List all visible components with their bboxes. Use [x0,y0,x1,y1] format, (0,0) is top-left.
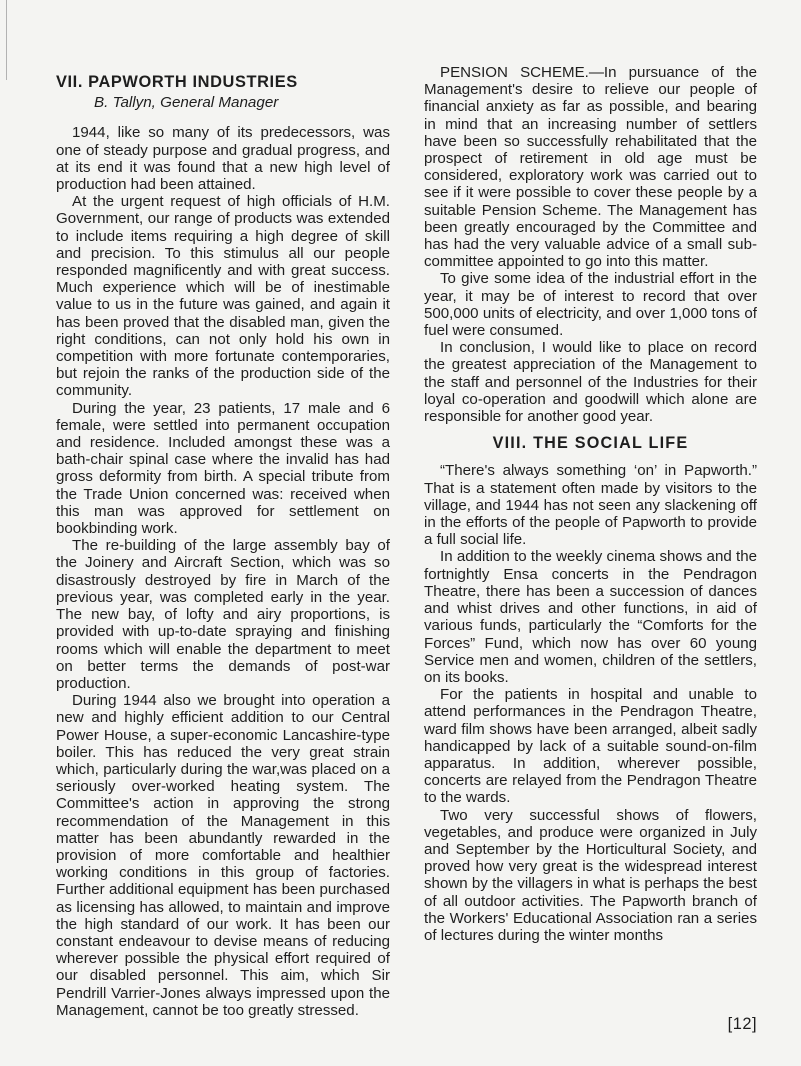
industries-paragraph-8: In conclusion, I would like to place on record the greatest appreciation of the Management to the staff and personnel of the Industries for their loyal co-operation and goodwill which alone are responsible for another good year. [424,339,757,426]
page-edge-mark [0,0,7,80]
section-byline: B. Tallyn, General Manager [94,94,279,112]
section-title-papworth-industries: VII. PAPWORTH INDUSTRIES [56,73,298,91]
right-column [424,64,757,944]
page-number: [12] [727,1015,757,1033]
left-column [56,64,390,1019]
social-paragraph-3: For the patients in hospital and unable to attend performances in the Pendragon Theatre, ward film shows have been arranged, albeit sadly handicapped by lack of a suitable sound-on-film apparatus. In addition, wherever possible, concerts are relayed from the Pendragon Theatre to the wards. [424,686,757,807]
social-paragraph-4: Two very successful shows of flowers, vegetables, and produce were organized in July and September by the Horticultural Society, and proved how very great is the widespread interest shown by the villagers in what is perhaps the best of all outdoor activities. The Papworth branch of the Workers' Educational Association ran a series of lectures during the winter months [424,806,757,944]
industries-paragraph-1: 1944, like so many of its predecessors, was one of steady purpose and gradual progress, and at its end it was found that a new high level of production had been attained. [56,124,390,194]
industries-paragraph-6: PENSION SCHEME.—In pursuance of the Management's desire to relieve our people of financial anxiety as far as possible, and bearing in mind that an increasing number of settlers have been so successfully rehabilitated that the prospect of retirement in old age must be considered, exploratory work was carried out to see if it were possible to cover these people by a suitable Pension Scheme. The Management has been greatly encouraged by the Committee and has had the very valuable advice of a small sub-committee appointed to go into this matter. [424,64,757,271]
social-paragraph-1: “There's always something ‘on’ in Papworth.” That is a statement often made by visitors to the village, and 1944 has not seen any slackening off in the efforts of the people of Papworth to provide a full social life. [424,462,757,549]
section-title-social-life: VIII. THE SOCIAL LIFE [492,434,689,453]
industries-paragraph-2: At the urgent request of high officials of H.M. Government, our range of products was extended to include items requiring a high degree of skill and precision. To this stimulus all our people responded magnificently and with great success. Much experience which will be of inestimable value to us in the future was gained, and again it has been proved that the disabled man, given the right conditions, can not only hold his own in competition with more fortunate contemporaries, but rejoin the ranks of the production side of the community. [56,193,390,400]
social-paragraph-2: In addition to the weekly cinema shows and the fortnightly Ensa concerts in the Pendragon Theatre, there has been a succession of dances and whist drives and other functions, in aid of various funds, particularly the “Comforts for the Forces” Fund, which now has over 60 young Service men and women, children of the settlers, on its books. [424,548,757,686]
industries-paragraph-7: To give some idea of the industrial effort in the year, it may be of interest to record that over 500,000 units of electricity, and over 1,000 tons of fuel were consumed. [424,270,757,340]
industries-paragraph-3: During the year, 23 patients, 17 male and 6 female, were settled into permanent occupation and residence. Included amongst these was a bath-chair spinal case where the invalid has had gross deformity from birth. A special tribute from the Trade Union concerned was: received when this man was approved for settlement on bookbinding work. [56,399,390,538]
industries-paragraph-4: The re-building of the large assembly bay of the Joinery and Aircraft Section, which was so disastrously destroyed by fire in March of the previous year, was completed early in the year. The new bay, of lofty and airy proportions, is provided with up-to-date spraying and finishing rooms which will enable the department to meet on better terms the demands of post-war production. [56,537,390,692]
industries-paragraph-5: During 1944 also we brought into operation a new and highly efficient addition to our Central Power House, a super-economic Lancashire-type boiler. This has reduced the very great strain which, particularly during the war,was placed on a seriously over-worked heating system. The Committee's action in approving the strong recommendation of the Management in this matter has been abundantly rewarded in the provision of more comfortable and healthier working conditions in this group of factories. Further additional equipment has been purchased as licensing has allowed, to maintain and improve the high standard of our work. It has been our constant endeavour to devise means of reducing wherever possible the physical effort required of our disabled personnel. This aim, which Sir Pendrill Varrier-Jones always impressed upon the Management, cannot be too greatly stressed. [56,692,390,1019]
